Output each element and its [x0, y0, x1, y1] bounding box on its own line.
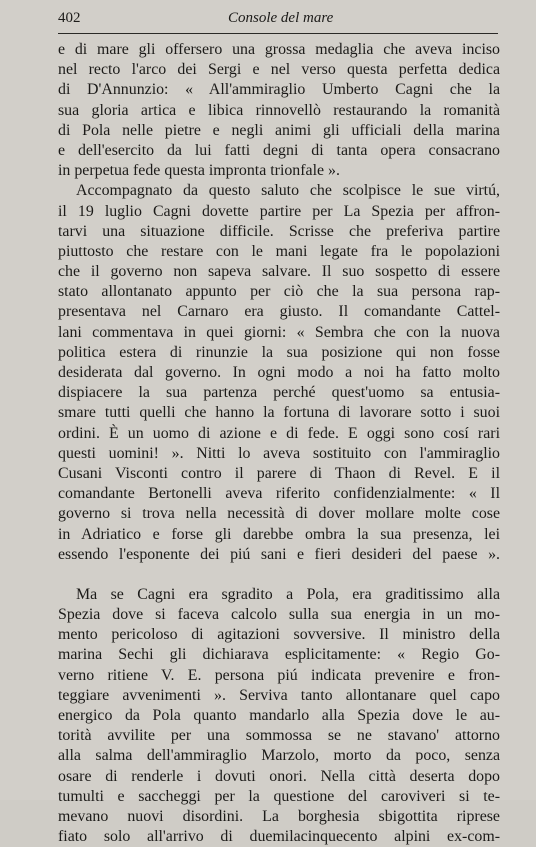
text-line: sua gloria artica e libica rinnovellò restaurando la romanità	[58, 101, 500, 119]
paragraph-break	[58, 565, 500, 585]
text-line: energico da Pola quanto mandarlo alla Spezia dove le au-	[58, 707, 500, 724]
page-header	[58, 10, 490, 30]
body-text	[58, 40, 500, 847]
text-line: Cusani Visconti contro il parere di Thaon di Revel. E il	[58, 464, 500, 482]
paragraph-2	[58, 181, 500, 565]
text-line: che il governo non sapeva salvare. Il suo sospetto di essere	[58, 263, 500, 281]
text-line: comandante Bertonelli aveva riferito confidenzialmente: « Il	[58, 485, 500, 503]
text-line: nel recto l'arco dei Sergi e nel verso questa perfetta dedica	[58, 61, 500, 79]
text-line: di D'Annunzio: « All'ammiraglio Umberto Cagni che la	[58, 81, 500, 99]
text-line: di Pola nelle pietre e negli animi gli ufficiali della marina	[58, 121, 500, 139]
text-line: mevano nuovi disordini. La borghesia sbigottita riprese	[58, 807, 500, 825]
text-line: Accompagnato da questo saluto che scolpisce le sue virtú,	[76, 182, 500, 200]
text-line: desiderata dal governo. In ogni modo a noi ha fatto molto	[58, 364, 500, 381]
text-line: questi uomini! ». Nitti lo aveva sostituito con l'ammiraglio	[58, 444, 500, 462]
text-line: presentava nel Carnaro era giusto. Il comandante Cattel-	[58, 303, 500, 321]
text-line: piuttosto che restare con le mani legate fra le popolazioni	[58, 242, 500, 260]
header-rule	[58, 33, 498, 34]
text-line: fiato solo all'arrivo di duemilacinquecento alpini ex-com-	[58, 828, 500, 846]
text-line: politica estera di rinunzie la sua posizione qui non fosse	[58, 343, 500, 361]
text-line: mento pericoloso di agitazioni sovversive. Il ministro della	[58, 626, 500, 644]
text-line: verno ritiene V. E. persona piú indicata prevenire e fron-	[58, 666, 500, 684]
text-line: torità avvilite per una sommossa se ne stavano' attorno	[58, 727, 500, 745]
text-line: il 19 luglio Cagni dovette partire per La Spezia per affron-	[58, 202, 500, 220]
text-line: marina Sechi gli dichiarava esplicitamente: « Regio Go-	[58, 646, 500, 664]
text-line: lani commentava in quei giorni: « Sembra che con la nuova	[58, 323, 500, 341]
paragraph-1	[58, 40, 500, 181]
text-line: tumulti e saccheggi per la questione del caroviveri si te-	[58, 787, 500, 805]
text-line: governo si trova nella necessità di dover mollare molte cose	[58, 505, 500, 523]
text-line: essendo l'esponente dei piú sani e fieri desideri del paese ».	[58, 545, 500, 563]
text-line: smare tutti quelli che hanno la fortuna di lavorare sotto i suoi	[58, 404, 500, 422]
text-line: in Adriatico e forse gli darebbe ombra la sua presenza, lei	[58, 525, 500, 543]
text-line: e dell'esercito da lui fatti degni di tanta opera consacrano	[58, 141, 500, 159]
text-line: dispiacere la sua partenza perché quest'uomo sa entusia-	[58, 384, 500, 402]
text-line: e di mare gli offersero una grossa medaglia che aveva inciso	[58, 41, 500, 58]
text-line: ordini. È un uomo di azione e di fede. E oggi sono cosí rari	[58, 424, 500, 442]
text-line: Ma se Cagni era sgradito a Pola, era graditissimo alla	[76, 585, 500, 603]
text-line: stato allontanato appunto per ciò che la sua persona rap-	[58, 283, 500, 301]
text-line: osare di renderle i dovuti onori. Nella città deserta dopo	[58, 767, 500, 785]
page-number: 402	[58, 10, 81, 26]
text-line: Spezia dove si faceva calcolo sulla sua energia in un mo-	[58, 606, 500, 624]
paragraph-3	[58, 585, 500, 847]
running-title: Console del mare	[228, 10, 334, 26]
text-line: alla salma dell'ammiraglio Marzolo, morto da poco, senza	[58, 747, 500, 765]
text-line: in perpetua fede questa impronta trionfale ».	[58, 162, 340, 180]
text-line: teggiare avvenimenti ». Serviva tanto allontanare quel capo	[58, 686, 500, 704]
text-line: tarvi una situazione difficile. Scrisse che preferiva partire	[58, 222, 500, 240]
